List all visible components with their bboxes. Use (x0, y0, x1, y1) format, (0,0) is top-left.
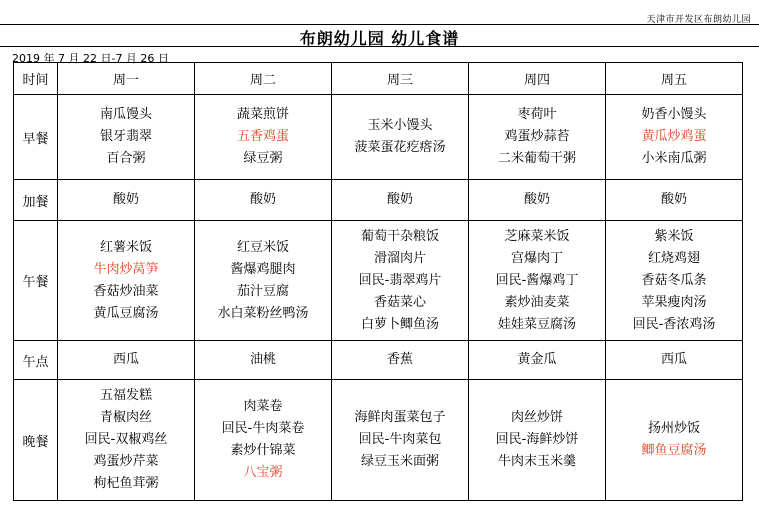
meal-row (14, 341, 743, 380)
menu-cell (469, 380, 606, 501)
menu-cell (469, 341, 606, 380)
dish-item: 紫米饭 (654, 228, 694, 244)
dish-item: 回民-海鲜炒饼 (495, 432, 579, 447)
dish-item: 银牙翡翠 (99, 129, 152, 144)
meal-label: 加餐 (14, 180, 58, 221)
kindergarten-header-note: 天津市开发区布朗幼儿园 (646, 15, 751, 25)
menu-cell (195, 380, 332, 501)
dish-item: 菠菜蛋花疙瘩汤 (354, 140, 446, 155)
dish-item: 回民-酱爆鸡丁 (495, 272, 579, 288)
dish-item: 葡萄干杂粮饭 (360, 228, 439, 244)
dish-item: 回民-翡翠鸡片 (358, 272, 442, 288)
dish-item: 回民-双椒鸡丝 (84, 432, 168, 447)
dish-item: 牛肉末玉米羹 (497, 454, 576, 469)
dish-item: 鸡蛋炒蒜苔 (504, 129, 570, 144)
menu-cell (332, 180, 469, 221)
dish-item: 茄汁豆腐 (236, 283, 289, 299)
dish-item: 玉米小馒头 (367, 118, 433, 133)
dish-item: 酸奶 (249, 192, 276, 207)
menu-cell (606, 380, 743, 501)
day-header: 周三 (332, 63, 469, 95)
dish-item: 回民-香浓鸡汤 (632, 316, 716, 332)
dish-item: 芝麻菜米饭 (504, 228, 570, 244)
dish-item: 素炒油麦菜 (504, 294, 570, 310)
dish-item-highlighted: 五香鸡蛋 (236, 129, 289, 144)
dish-item: 滑溜肉片 (373, 250, 426, 266)
dish-item: 回民-牛肉菜包 (358, 432, 442, 447)
day-header: 周五 (606, 63, 743, 95)
menu-cell (195, 341, 332, 380)
menu-cell (469, 180, 606, 221)
dish-item: 香菇炒油菜 (93, 283, 159, 299)
dish-item: 西瓜 (112, 352, 139, 367)
dish-item: 香菇冬瓜条 (641, 272, 707, 288)
menu-cell (58, 341, 195, 380)
day-header: 周一 (58, 63, 195, 95)
dish-item: 百合粥 (106, 151, 146, 166)
day-header: 周四 (469, 63, 606, 95)
dish-item: 红豆米饭 (236, 239, 289, 255)
menu-cell (195, 180, 332, 221)
menu-cell (58, 380, 195, 501)
menu-cell (58, 95, 195, 180)
dish-item: 二米葡萄干粥 (497, 151, 576, 166)
meal-label: 午点 (14, 341, 58, 380)
menu-cell (606, 95, 743, 180)
dish-item: 红薯米饭 (99, 239, 152, 255)
menu-cell (332, 95, 469, 180)
dish-item: 绿豆玉米面粥 (360, 454, 439, 469)
menu-cell (58, 221, 195, 341)
dish-item: 青椒肉丝 (99, 410, 152, 425)
menu-cell (606, 180, 743, 221)
dish-item: 香蕉 (386, 352, 413, 367)
menu-cell (606, 341, 743, 380)
dish-item: 蔬菜煎饼 (236, 107, 289, 122)
dish-item-highlighted: 黄瓜炒鸡蛋 (641, 129, 707, 144)
dish-item: 红烧鸡翅 (647, 250, 700, 266)
dish-item: 酸奶 (386, 192, 413, 207)
menu-cell (58, 180, 195, 221)
menu-cell (469, 221, 606, 341)
meal-label: 晚餐 (14, 380, 58, 501)
dish-item: 白萝卜鲫鱼汤 (360, 316, 439, 332)
dish-item: 水白菜粉丝鸭汤 (217, 305, 309, 321)
menu-cell (332, 341, 469, 380)
dish-item: 酸奶 (523, 192, 550, 207)
menu-cell (195, 95, 332, 180)
meal-row (14, 380, 743, 501)
meal-label: 午餐 (14, 221, 58, 341)
dish-item: 素炒什锦菜 (230, 443, 296, 458)
dish-item: 南瓜馒头 (99, 107, 152, 122)
menu-cell (332, 221, 469, 341)
dish-item: 枸杞鱼茸粥 (93, 476, 159, 491)
menu-body (14, 95, 743, 501)
meal-row (14, 221, 743, 341)
dish-item: 黄瓜豆腐汤 (93, 305, 159, 321)
dish-item: 酸奶 (112, 192, 139, 207)
header-divider-top (0, 24, 759, 25)
dish-item: 五福发糕 (99, 388, 152, 403)
dish-item: 绿豆粥 (243, 151, 283, 166)
dish-item: 肉菜卷 (243, 399, 283, 414)
meal-row (14, 95, 743, 180)
date-range: 2019 年 7 月 22 日-7 月 26 日 (12, 52, 169, 65)
weekly-menu-table (13, 62, 743, 501)
dish-item: 奶香小馒头 (641, 107, 707, 122)
dish-item: 鸡蛋炒芹菜 (93, 454, 159, 469)
day-header: 周二 (195, 63, 332, 95)
dish-item: 肉丝炒饼 (510, 410, 563, 425)
dish-item: 油桃 (249, 352, 276, 367)
dish-item: 宫爆肉丁 (510, 250, 563, 266)
dish-item: 酸奶 (660, 192, 687, 207)
dish-item-highlighted: 牛肉炒莴笋 (93, 261, 159, 277)
page-title: 布朗幼儿园 幼儿食谱 (299, 29, 460, 48)
header-divider-bottom (0, 46, 759, 47)
menu-cell (606, 221, 743, 341)
menu-cell (332, 380, 469, 501)
menu-cell (469, 95, 606, 180)
corner-header: 时间 (14, 63, 58, 95)
dish-item: 香菇菜心 (373, 294, 426, 310)
dish-item: 黄金瓜 (517, 352, 557, 367)
dish-item: 扬州炒饭 (647, 421, 700, 436)
dish-item: 西瓜 (660, 352, 687, 367)
dish-item: 回民-牛肉菜卷 (221, 421, 305, 436)
dish-item-highlighted: 鲫鱼豆腐汤 (641, 443, 707, 458)
header-row (14, 63, 743, 95)
meal-label: 早餐 (14, 95, 58, 180)
dish-item: 小米南瓜粥 (641, 151, 707, 166)
meal-row (14, 180, 743, 221)
dish-item-highlighted: 八宝粥 (243, 465, 283, 480)
dish-item: 海鲜肉蛋菜包子 (354, 410, 446, 425)
dish-item: 酱爆鸡腿肉 (230, 261, 296, 277)
dish-item: 苹果瘦肉汤 (641, 294, 707, 310)
menu-cell (195, 221, 332, 341)
dish-item: 娃娃菜豆腐汤 (497, 316, 576, 332)
dish-item: 枣荷叶 (517, 107, 557, 122)
